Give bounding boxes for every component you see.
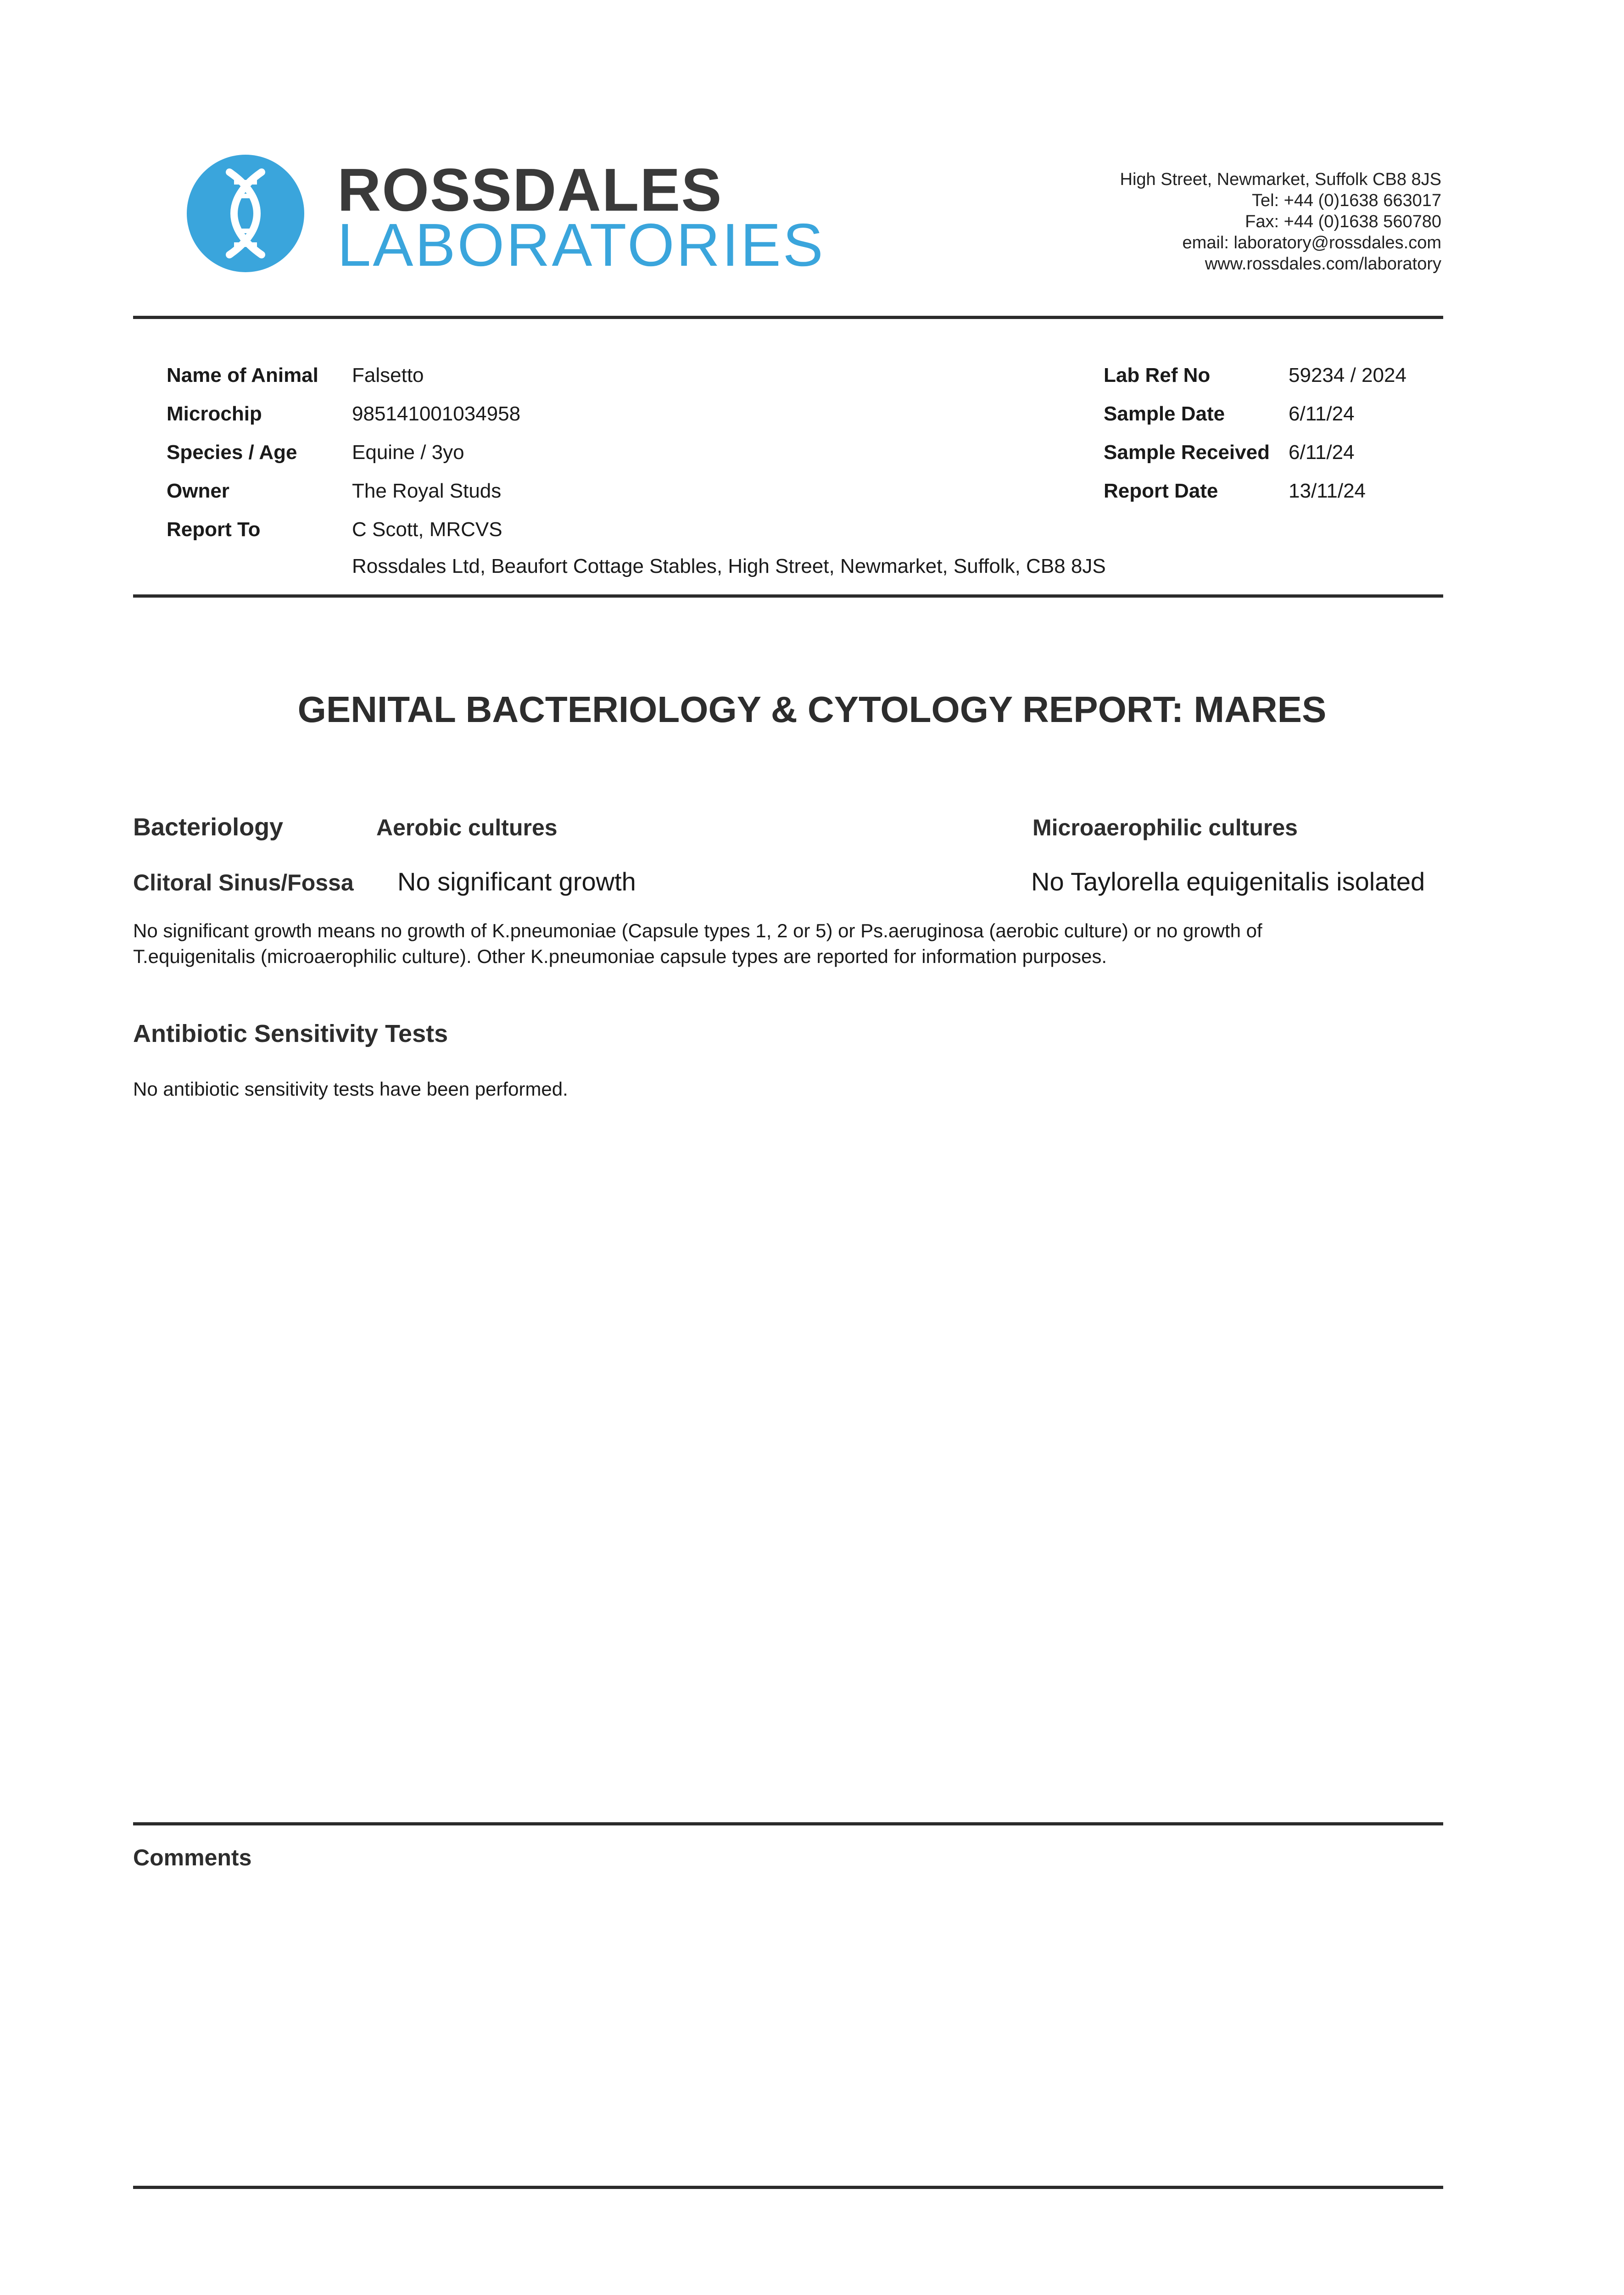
address-line: High Street, Newmarket, Suffolk CB8 8JS [1120, 170, 1441, 189]
value-sample-received: 6/11/24 [1289, 441, 1355, 464]
label-report-to: Report To [167, 518, 261, 541]
bacteriology-note [133, 918, 1400, 969]
phone-line: Tel: +44 (0)1638 663017 [1251, 191, 1441, 210]
contact-block [1120, 169, 1441, 274]
microaerophilic-heading: Microaerophilic cultures [1032, 815, 1298, 840]
aerobic-result: No significant growth [397, 867, 636, 896]
report-title: GENITAL BACTERIOLOGY & CYTOLOGY REPORT: MARES [297, 689, 1327, 730]
website-line: www.rossdales.com/laboratory [1205, 254, 1441, 274]
value-report-date: 13/11/24 [1289, 480, 1366, 502]
antibiotic-text: No antibiotic sensitivity tests have been performed. [133, 1078, 568, 1100]
divider [133, 2186, 1443, 2189]
label-report-date: Report Date [1104, 480, 1218, 502]
dna-helix-icon [186, 154, 305, 273]
label-species-age: Species / Age [167, 441, 297, 464]
value-lab-ref: 59234 / 2024 [1289, 364, 1406, 386]
value-report-to: C Scott, MRCVS [352, 518, 502, 541]
aerobic-heading: Aerobic cultures [376, 815, 558, 840]
divider [133, 316, 1443, 319]
comments-heading: Comments [133, 1845, 252, 1870]
note-line: T.equigenitalis (microaerophilic culture). Other K.pneumoniae capsule types are reported for information purposes. [133, 946, 1107, 967]
value-species-age: Equine / 3yo [352, 441, 464, 464]
fax-line: Fax: +44 (0)1638 560780 [1245, 212, 1441, 231]
antibiotic-heading: Antibiotic Sensitivity Tests [133, 1020, 448, 1047]
label-name-of-animal: Name of Animal [167, 364, 318, 386]
microaerophilic-result: No Taylorella equigenitalis isolated [1031, 867, 1425, 896]
bacteriology-heading: Bacteriology [133, 813, 284, 841]
label-owner: Owner [167, 480, 229, 502]
label-microchip: Microchip [167, 403, 262, 425]
email-line: email: laboratory@rossdales.com [1182, 233, 1441, 252]
value-name-of-animal: Falsetto [352, 364, 424, 386]
divider [133, 594, 1443, 598]
logo-word-laboratories: LABORATORIES [337, 211, 825, 279]
divider [133, 1822, 1443, 1825]
note-line: No significant growth means no growth of K.pneumoniae (Capsule types 1, 2 or 5) or Ps.aeruginosa (aerobic culture) or no growth of [133, 920, 1262, 941]
label-lab-ref: Lab Ref No [1104, 364, 1211, 386]
value-microchip: 985141001034958 [352, 403, 521, 425]
value-report-to-address: Rossdales Ltd, Beaufort Cottage Stables, High Street, Newmarket, Suffolk, CB8 8JS [352, 555, 1106, 577]
logo-word-rossdales: ROSSDALES [337, 156, 723, 224]
value-sample-date: 6/11/24 [1289, 403, 1355, 425]
value-owner: The Royal Studs [352, 480, 502, 502]
label-sample-received: Sample Received [1104, 441, 1270, 464]
label-sample-date: Sample Date [1104, 403, 1225, 425]
sample-site: Clitoral Sinus/Fossa [133, 870, 354, 896]
